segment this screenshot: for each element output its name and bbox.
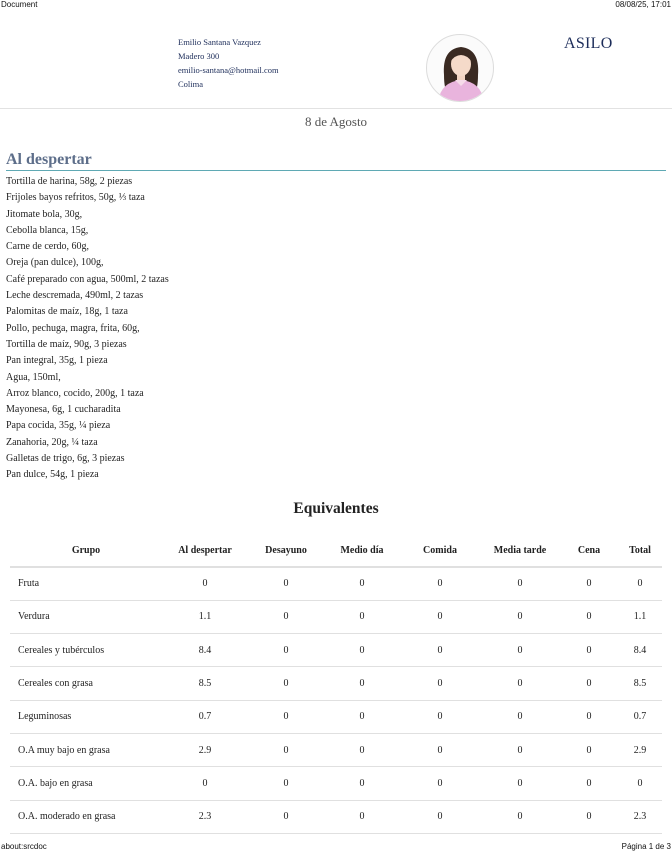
equivalentes-title: Equivalentes (293, 500, 379, 517)
print-footer (0, 842, 672, 853)
table-row (10, 733, 662, 766)
list-item: Agua, 150ml, (6, 371, 61, 383)
value-cell: 0 (560, 700, 618, 733)
value-cell: 0.7 (162, 700, 248, 733)
value-cell: 0 (480, 733, 560, 766)
print-datetime: 08/08/25, 17:01 (615, 0, 671, 9)
table-header-row (10, 534, 662, 567)
list-item: Pan dulce, 54g, 1 pieza (6, 469, 99, 481)
value-cell: 0 (324, 567, 400, 600)
value-cell: 8.4 (162, 634, 248, 667)
value-cell: 2.9 (618, 733, 662, 766)
table-row (10, 700, 662, 733)
value-cell: 0 (248, 733, 324, 766)
value-cell: 0 (560, 733, 618, 766)
table-row (10, 667, 662, 700)
list-item: Pollo, pechuga, magra, frita, 60g, (6, 322, 140, 334)
value-cell: 0 (248, 667, 324, 700)
value-cell: 0.7 (618, 700, 662, 733)
value-cell: 0 (560, 567, 618, 600)
list-item: Mayonesa, 6g, 1 cucharadita (6, 404, 121, 416)
report-date: 8 de Agosto (304, 114, 368, 129)
value-cell: 0 (248, 600, 324, 633)
value-cell: 0 (400, 767, 480, 800)
value-cell: 0 (560, 600, 618, 633)
list-item: Frijoles bayos refritos, 50g, ⅓ taza (6, 192, 145, 204)
value-cell: 1.1 (162, 600, 248, 633)
group-cell: O.A muy bajo en grasa (10, 733, 162, 766)
column-header: Cena (560, 534, 618, 567)
contact-city: Colima (178, 79, 204, 89)
list-item: Pan integral, 35g, 1 pieza (6, 355, 108, 367)
value-cell: 0 (560, 800, 618, 833)
value-cell: 0 (480, 634, 560, 667)
column-header: Al despertar (162, 534, 248, 567)
list-item: Oreja (pan dulce), 100g, (6, 257, 104, 269)
value-cell: 0 (324, 667, 400, 700)
value-cell: 8.5 (162, 667, 248, 700)
value-cell: 0 (480, 767, 560, 800)
table-row (10, 600, 662, 633)
group-cell: Leguminosas (10, 700, 162, 733)
table-row (10, 767, 662, 800)
list-item: Palomitas de maíz, 18g, 1 taza (6, 306, 128, 318)
table-row (10, 634, 662, 667)
value-cell: 0 (324, 733, 400, 766)
food-list (6, 174, 169, 484)
value-cell: 0 (324, 634, 400, 667)
column-header: Medio día (324, 534, 400, 567)
group-cell: Cereales y tubérculos (10, 634, 162, 667)
header-divider (0, 108, 672, 109)
value-cell: 0 (248, 767, 324, 800)
equivalentes-table (10, 534, 662, 834)
value-cell: 0 (560, 667, 618, 700)
value-cell: 0 (480, 700, 560, 733)
value-cell: 0 (400, 800, 480, 833)
column-header: Comida (400, 534, 480, 567)
page-number: Página 1 de 3 (621, 842, 671, 851)
value-cell: 0 (162, 567, 248, 600)
value-cell: 0 (248, 567, 324, 600)
value-cell: 0 (324, 700, 400, 733)
value-cell: 0 (400, 667, 480, 700)
value-cell: 0 (618, 567, 662, 600)
value-cell: 0 (400, 567, 480, 600)
group-cell: O.A. bajo en grasa (10, 767, 162, 800)
value-cell: 1.1 (618, 600, 662, 633)
list-item: Leche descremada, 490ml, 2 tazas (6, 290, 144, 302)
value-cell: 8.4 (618, 634, 662, 667)
list-item: Jitomate bola, 30g, (6, 208, 83, 220)
source-url: about:srcdoc (1, 842, 47, 851)
value-cell: 0 (480, 567, 560, 600)
value-cell: 0 (400, 600, 480, 633)
print-header (0, 0, 672, 12)
list-item: Papa cocida, 35g, ¼ pieza (6, 420, 111, 432)
value-cell: 0 (560, 767, 618, 800)
value-cell: 0 (480, 667, 560, 700)
value-cell: 0 (400, 700, 480, 733)
list-item: Tortilla de harina, 58g, 2 piezas (6, 176, 133, 187)
column-header: Media tarde (480, 534, 560, 567)
column-header: Grupo (10, 534, 162, 567)
list-item: Galletas de trigo, 6g, 3 piezas (6, 453, 125, 465)
value-cell: 0 (618, 767, 662, 800)
table-row (10, 567, 662, 600)
value-cell: 2.3 (618, 800, 662, 833)
value-cell: 0 (162, 767, 248, 800)
value-cell: 2.9 (162, 733, 248, 766)
brand-name: ASILO (564, 35, 613, 52)
contact-name: Emilio Santana Vazquez (178, 37, 261, 47)
value-cell: 0 (248, 800, 324, 833)
value-cell: 0 (324, 767, 400, 800)
value-cell: 0 (324, 600, 400, 633)
value-cell: 0 (248, 700, 324, 733)
value-cell: 8.5 (618, 667, 662, 700)
group-cell: Fruta (10, 567, 162, 600)
list-item: Carne de cerdo, 60g, (6, 241, 90, 253)
list-item: Zanahoria, 20g, ¼ taza (6, 436, 98, 448)
group-cell: Verdura (10, 600, 162, 633)
group-cell: O.A. moderado en grasa (10, 800, 162, 833)
section-divider (6, 170, 666, 171)
value-cell: 2.3 (162, 800, 248, 833)
list-item: Arroz blanco, cocido, 200g, 1 taza (6, 387, 144, 399)
document-title: Document (1, 0, 38, 9)
value-cell: 0 (400, 733, 480, 766)
contact-block (178, 35, 279, 91)
user-avatar-icon (427, 35, 494, 102)
list-item: Cebolla blanca, 15g, (6, 224, 89, 236)
list-item: Tortilla de maíz, 90g, 3 piezas (6, 338, 127, 350)
section-title: Al despertar (6, 151, 92, 168)
avatar (426, 34, 494, 102)
group-cell: Cereales con grasa (10, 667, 162, 700)
value-cell: 0 (560, 634, 618, 667)
table-row (10, 800, 662, 833)
list-item: Café preparado con agua, 500ml, 2 tazas (6, 273, 169, 285)
value-cell: 0 (248, 634, 324, 667)
contact-email: emilio-santana@hotmail.com (178, 65, 279, 75)
value-cell: 0 (400, 634, 480, 667)
contact-address: Madero 300 (178, 51, 220, 61)
value-cell: 0 (324, 800, 400, 833)
value-cell: 0 (480, 800, 560, 833)
column-header: Total (618, 534, 662, 567)
column-header: Desayuno (248, 534, 324, 567)
value-cell: 0 (480, 600, 560, 633)
